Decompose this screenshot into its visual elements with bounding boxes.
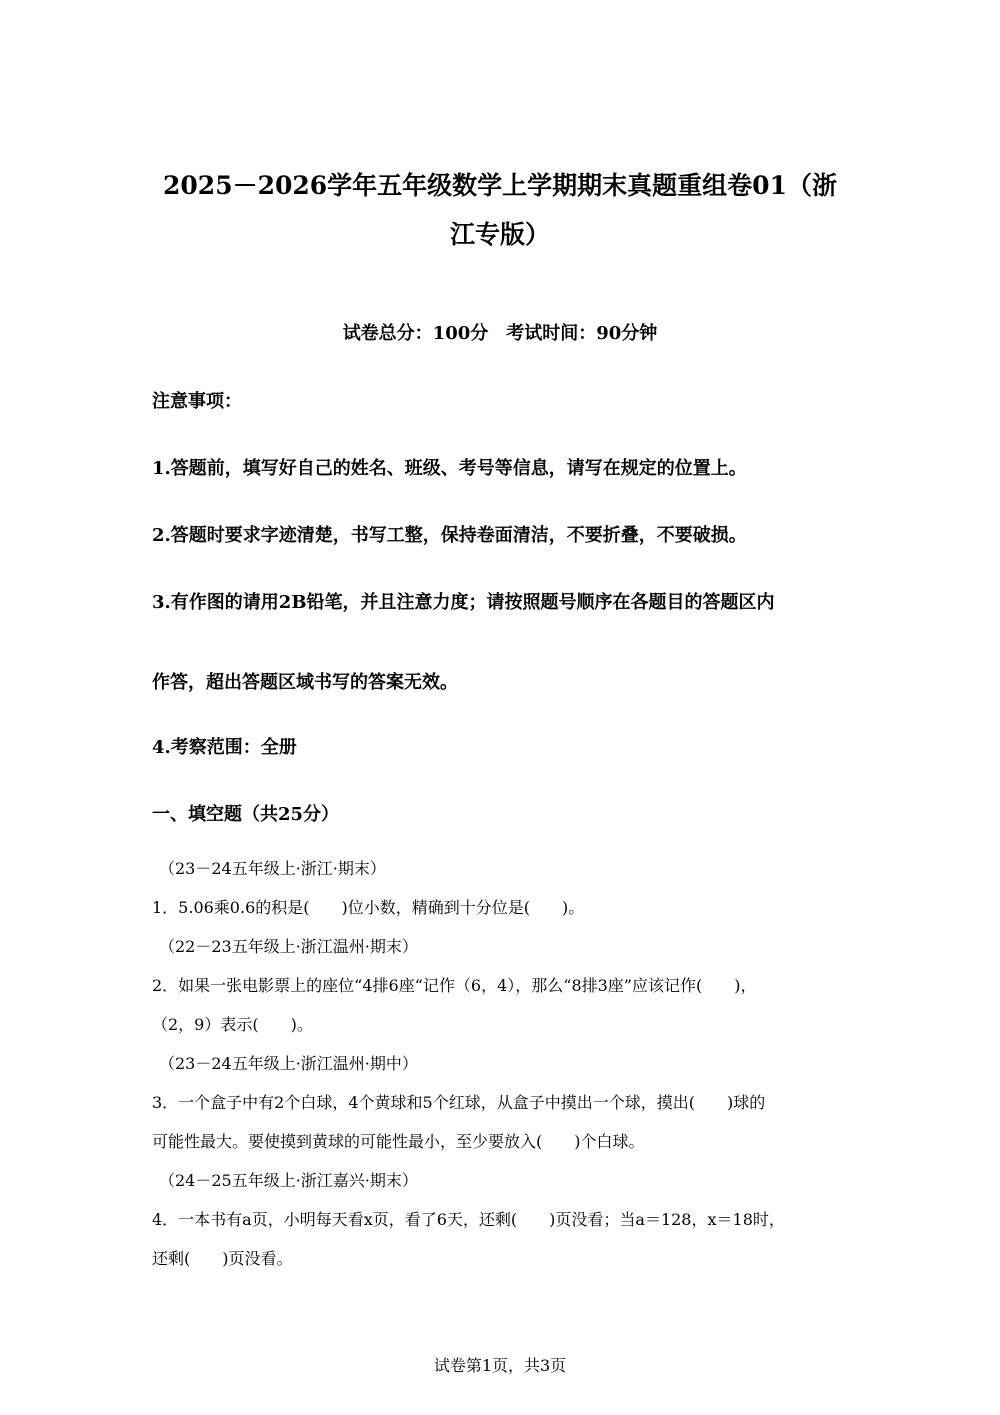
notice-item-2: 2.答题时要求字迹清楚，书写工整，保持卷面清洁，不要折叠，不要破损。: [152, 525, 747, 546]
notice-item-3: 3.有作图的请用2B铅笔，并且注意力度；请按照题号顺序在各题目的答题区内: [152, 592, 775, 613]
question-1-source: （23－24五年级上·浙江·期末）: [159, 859, 386, 878]
question-3-source: （23－24五年级上·浙江温州·期中）: [159, 1054, 418, 1073]
page-footer: 试卷第1页，共3页: [433, 1356, 567, 1375]
notice-item-4: 4.考察范围：全册: [152, 737, 297, 758]
question-3-text-line-2: 可能性最大。要使摸到黄球的可能性最小，至少要放入( )个白球。: [152, 1132, 645, 1151]
question-4-source: （24－25五年级上·浙江嘉兴·期末）: [159, 1171, 418, 1190]
question-3-text-line-1: 3．一个盒子中有2个白球，4个黄球和5个红球，从盒子中摸出一个球，摸出( )球的: [152, 1093, 766, 1112]
notice-item-3-continued: 作答，超出答题区域书写的答案无效。: [152, 672, 458, 693]
question-2-text-line-1: 2．如果一张电影票上的座位“4排6座“记作（6，4），那么“8排3座”应该记作( )，: [152, 976, 757, 995]
exam-title-line-2: 江专版）: [449, 220, 550, 249]
question-2-text-line-2: （2，9）表示( )。: [152, 1015, 313, 1034]
question-1-text: 1．5.06乘0.6的积是( )位小数，精确到十分位是( )。: [152, 898, 585, 917]
question-4-text-line-1: 4．一本书有a页，小明每天看x页，看了6天，还剩( )页没看；当a＝128，x＝18时，: [152, 1210, 785, 1229]
section-heading: 一、填空题（共25分）: [152, 804, 340, 825]
notice-item-1: 1.答题前，填写好自己的姓名、班级、考号等信息，请写在规定的位置上。: [152, 458, 747, 479]
question-4-text-line-2: 还剩( )页没看。: [152, 1249, 293, 1268]
exam-info: 试卷总分：100分 考试时间：90分钟: [342, 323, 658, 344]
notice-heading: 注意事项：: [152, 391, 242, 412]
question-2-source: （22－23五年级上·浙江温州·期末）: [159, 937, 418, 956]
exam-title-line-1: 2025－2026学年五年级数学上学期期末真题重组卷01（浙: [163, 171, 837, 200]
